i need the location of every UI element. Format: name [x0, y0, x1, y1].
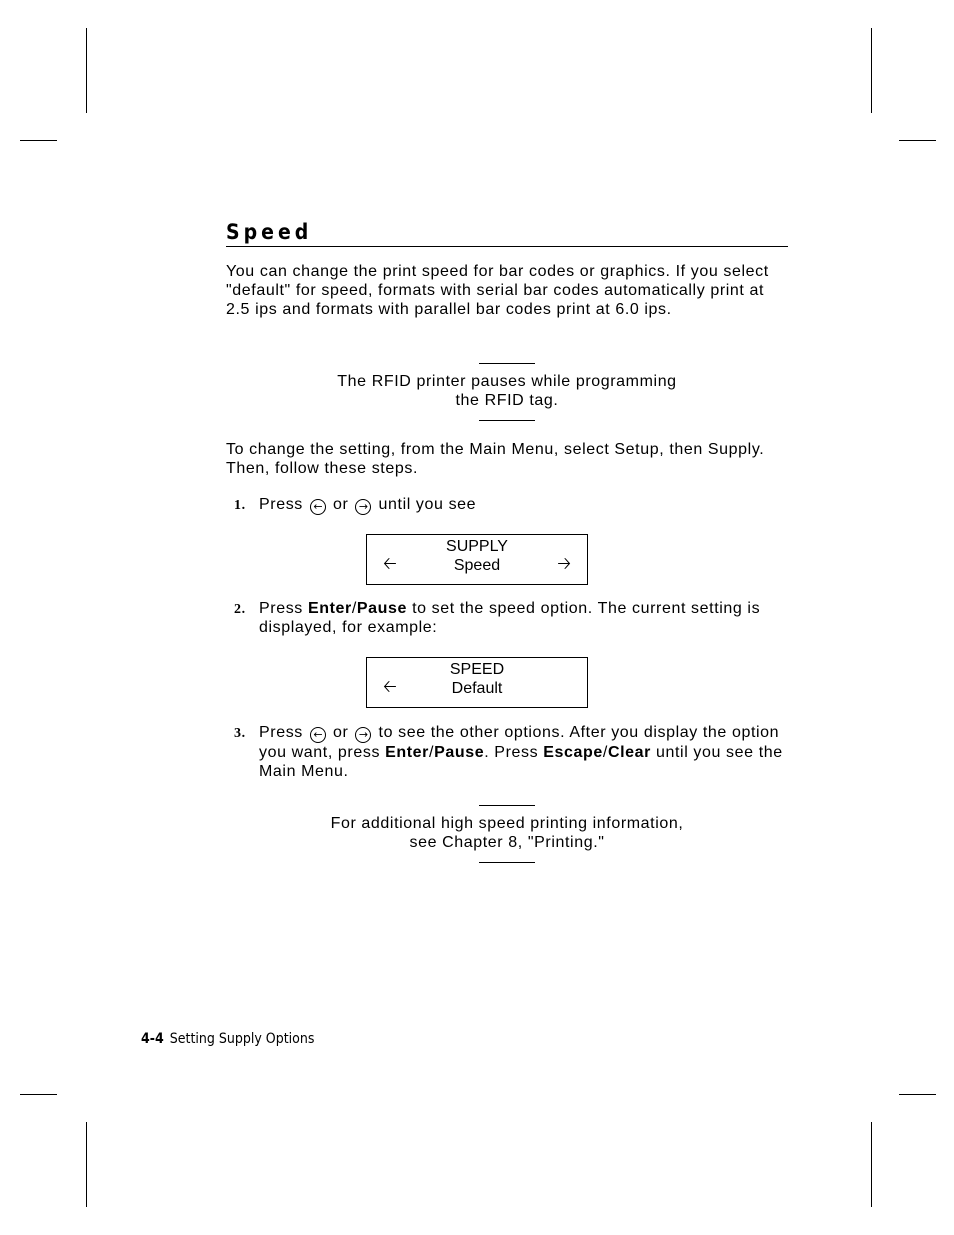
step-text: to set the speed option. The current setting is displayed, for example: [259, 600, 761, 636]
speed-info-note [226, 805, 788, 863]
step-text: until you see the Main Menu. [259, 744, 783, 780]
left-arrow-icon: 🡠 [383, 554, 397, 574]
note-rule-bottom [479, 420, 535, 421]
step-number: 3. [234, 726, 246, 741]
step-text: / [602, 744, 608, 761]
step-number: 2. [234, 602, 246, 617]
enter-key-label: Enter [307, 600, 352, 617]
pause-key-label: Pause [356, 600, 408, 617]
chapter-title: Setting Supply Options [169, 1031, 315, 1047]
page-footer [141, 1029, 314, 1049]
lcd-display-speed [366, 657, 588, 708]
crop-mark [20, 140, 57, 141]
crop-mark [86, 1122, 87, 1207]
note-rule-bottom [479, 862, 535, 863]
step-text: until you see [378, 496, 477, 513]
note-line: The RFID printer pauses while programming [337, 373, 677, 390]
crop-mark [899, 140, 936, 141]
step-text: / [351, 600, 357, 617]
right-arrow-key-icon: → [355, 499, 371, 515]
step-text: Press [259, 724, 303, 741]
crop-mark [20, 1094, 57, 1095]
step-text: to see the other options. After you display the option you want, press [259, 724, 780, 761]
crop-mark [86, 28, 87, 113]
step-text: Press [259, 600, 303, 617]
left-arrow-key-icon: ← [310, 727, 326, 743]
step-text: . Press [484, 744, 544, 761]
step-number: 1. [234, 498, 246, 513]
right-arrow-icon: 🡢 [557, 554, 571, 574]
left-arrow-icon: 🡠 [383, 677, 397, 697]
crop-mark [871, 1122, 872, 1207]
crop-mark [899, 1094, 936, 1095]
escape-key-label: Escape [543, 744, 603, 761]
right-arrow-key-icon: → [355, 727, 371, 743]
display-line-2: Speed [453, 557, 501, 574]
clear-key-label: Clear [607, 744, 651, 761]
step-3 [226, 723, 788, 781]
step-text: / [429, 744, 435, 761]
page-number: 4-4 [141, 1031, 164, 1047]
display-line-2: Default [451, 680, 503, 697]
step-2 [226, 599, 788, 637]
note-text [226, 806, 788, 862]
note-text [226, 364, 788, 420]
step-text: Press [259, 496, 303, 513]
display-line-1: SUPPLY [446, 538, 508, 555]
pause-key-label: Pause [434, 744, 485, 761]
section-heading: Speed [226, 218, 788, 247]
instructions-paragraph: To change the setting, from the Main Menu, select Setup, then Supply. Then, follow these steps. [226, 441, 765, 477]
enter-key-label: Enter [385, 744, 430, 761]
display-line-1: SPEED [449, 661, 505, 678]
left-arrow-key-icon: ← [310, 499, 326, 515]
note-line: see Chapter 8, "Printing." [409, 834, 605, 851]
lcd-display-supply [366, 534, 588, 585]
crop-mark [871, 28, 872, 113]
step-1 [226, 495, 788, 515]
note-line: For additional high speed printing information, [330, 815, 684, 832]
rfid-note [226, 363, 788, 421]
step-text: or [333, 724, 349, 741]
note-line: the RFID tag. [455, 392, 559, 409]
step-text: or [333, 496, 349, 513]
intro-paragraph: You can change the print speed for bar codes or graphics. If you select "default" for speed, formats with serial bar codes automatically print at 2.5 ips and formats with parallel bar codes print at 6.0 ips. [226, 263, 769, 318]
